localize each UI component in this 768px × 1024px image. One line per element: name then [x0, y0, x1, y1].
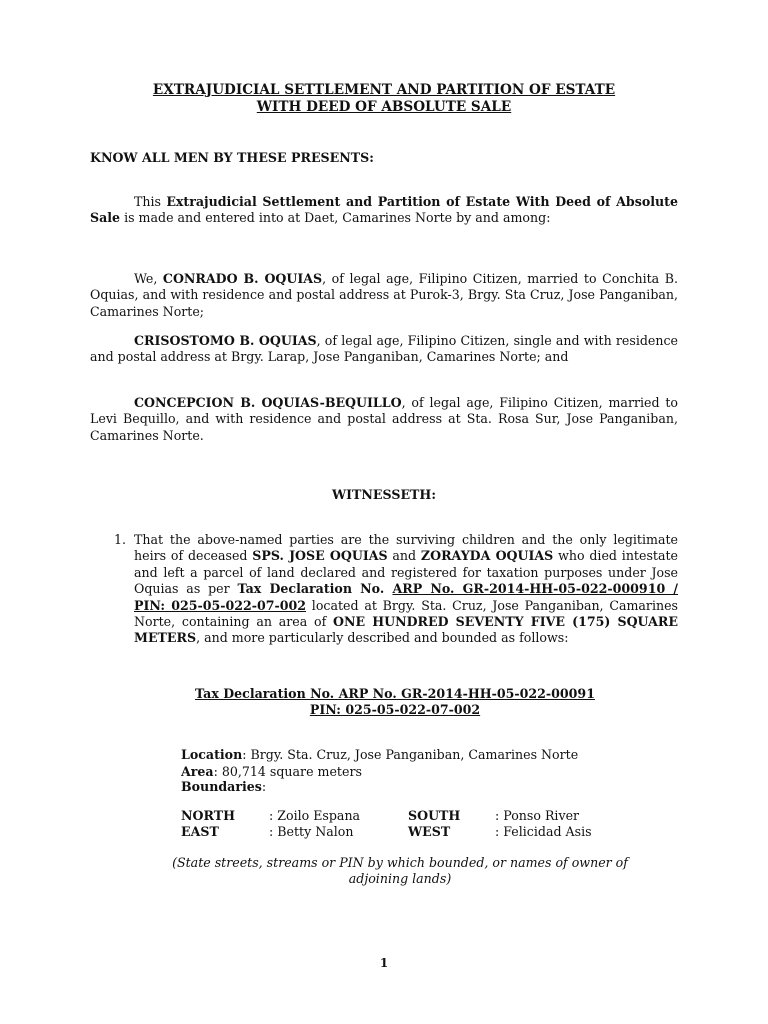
boundary-north-label: NORTH — [181, 808, 235, 823]
item-1-b2: ZORAYDA OQUIAS — [420, 548, 554, 564]
party-2-name: CRISOSTOMO B. OQUIAS — [134, 333, 317, 348]
party-1-pre: We, — [134, 271, 163, 286]
item-number: 1. — [114, 532, 127, 547]
area-value: : 80,714 square meters — [213, 764, 362, 779]
boundary-west-value: : Felicidad Asis — [495, 824, 592, 839]
intro-bold: Extrajudicial Settlement and Partition of Estate With Deed of Absolute Sale — [90, 194, 678, 226]
boundary-row-east-west — [181, 824, 641, 841]
item-1-t3: who died intestate and left a parcel of land declared and registered for taxation purposes under Jose Oquias as per — [134, 548, 678, 597]
boundary-west-label: WEST — [408, 824, 451, 839]
party-3-name: CONCEPCION B. OQUIAS-BEQUILLO — [134, 395, 402, 410]
item-1-t4: located at Brgy. Sta. Cruz, Jose Panganiban, Camarines Norte, containing an area of — [134, 597, 678, 630]
boundary-south-label: SOUTH — [408, 808, 461, 823]
item-1-text — [134, 532, 678, 647]
tax-declaration-pin: PIN: 025-05-022-07-002 — [309, 702, 481, 717]
document-title-line1: EXTRAJUDICIAL SETTLEMENT AND PARTITION OF ESTATE — [152, 82, 616, 98]
item-1-b1: SPS. JOSE OQUIAS — [252, 548, 388, 564]
intro-post: is made and entered into at Daet, Camarines Norte by and among: — [120, 210, 551, 226]
boundaries-note: (State streets, streams or PIN by which bounded, or names of owner of adjoining lands) — [172, 855, 628, 887]
numbered-item-1 — [114, 532, 678, 647]
boundaries-line — [181, 779, 661, 795]
boundaries-colon: : — [261, 779, 267, 794]
location-label: Location — [181, 747, 243, 762]
witnesseth-heading: WITNESSETH: — [332, 487, 436, 502]
boundaries-label: Boundaries — [181, 779, 262, 794]
location-line — [181, 747, 661, 763]
boundary-row-north-south — [181, 808, 641, 825]
item-1-b3: Tax Declaration No. — [237, 581, 393, 597]
area-line — [181, 764, 661, 780]
boundary-east-value: : Betty Nalon — [269, 824, 354, 839]
party-1-name: CONRADO B. OQUIAS — [162, 271, 323, 286]
item-1-b4: ARP No. GR-2014-HH-05-022-000910 / PIN: 025-05-022-07-002 — [134, 581, 679, 613]
know-all-heading: KNOW ALL MEN BY THESE PRESENTS: — [90, 150, 374, 165]
boundary-south-value: : Ponso River — [495, 808, 580, 823]
party-3-details: , of legal age, Filipino Citizen, married to Levi Bequillo, and with residence and postal address at Sta. Rosa Sur, Jose Panganiban, Camarines Norte. — [90, 395, 678, 443]
boundary-north-value: : Zoilo Espana — [269, 808, 361, 823]
party-paragraph-1 — [90, 271, 678, 320]
item-1-t1: That the above-named parties are the surviving children and the only legitimate heirs of deceased — [134, 532, 678, 564]
intro-pre: This — [134, 194, 167, 209]
item-1-t5: , and more particularly described and bounded as follows: — [196, 630, 569, 646]
party-paragraph-3 — [90, 395, 678, 444]
party-paragraph-2 — [90, 333, 678, 366]
item-1-b5: ONE HUNDRED SEVENTY FIVE (175) SQUARE METERS — [134, 614, 678, 646]
tax-declaration-title: Tax Declaration No. ARP No. GR-2014-HH-05-022-00091 — [195, 686, 595, 701]
party-1-details: , of legal age, Filipino Citizen, married to Conchita B. Oquias, and with residence and postal address at Purok-3, Brgy. Sta Cruz, Jose Panganiban, Camarines Norte; — [90, 271, 678, 319]
boundary-east-label: EAST — [181, 824, 219, 839]
document-title-line2: WITH DEED OF ABSOLUTE SALE — [256, 99, 512, 115]
intro-paragraph — [90, 194, 678, 227]
location-value: : Brgy. Sta. Cruz, Jose Panganiban, Camarines Norte — [242, 747, 579, 762]
area-label: Area — [181, 764, 214, 779]
party-2-details: , of legal age, Filipino Citizen, single and with residence and postal address at Brgy. Larap, Jose Panganiban, Camarines Norte; and — [90, 333, 678, 365]
item-1-t2: and — [387, 548, 421, 564]
page-number: 1 — [379, 956, 389, 970]
